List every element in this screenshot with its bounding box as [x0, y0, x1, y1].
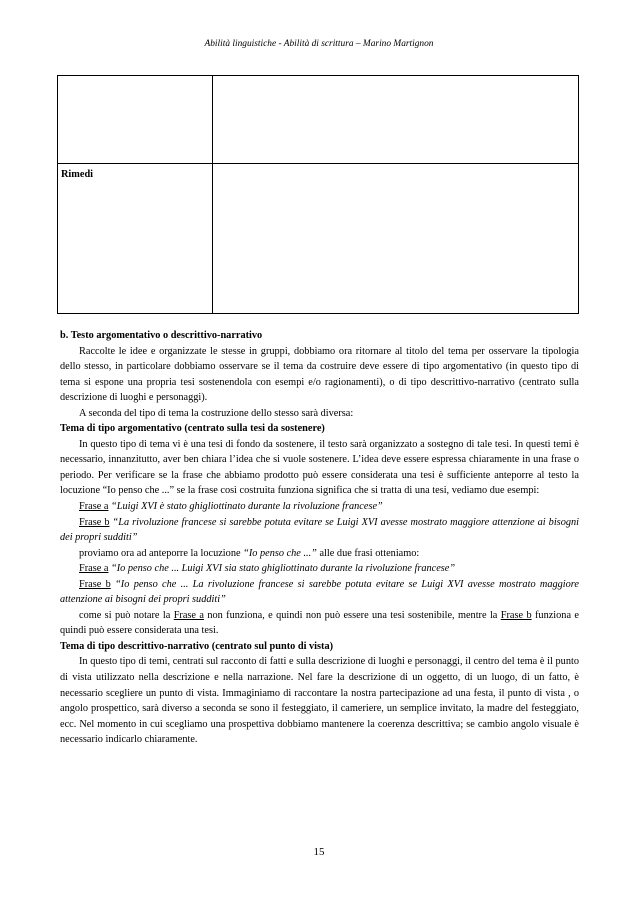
- descrittivo-paragraph: In questo tipo di temi, centrati sul racconto di fatti e sulla descrizione di luoghi e personaggi, il centro del tema è il punto di vista utilizzato nella descrizione e nella narrazione. Nel fare la descrizione di un oggetto, di un luogo, di un fatto, è necessario scegliere un punto di vista. Immaginiamo di raccontare la nostra partecipazione ad una festa, il punto di vista , o angolo prospettico, sarà diverso a seconda se sono il festeggiato, il cameriere, un semplice invitato, la madre del festeggiato, ecc. Nel momento in cui scegliamo una prospettiva dobbiamo mantenere la coerenza descrittiva; se cambio angolo visuale è necessario indicarlo chiaramente.: [60, 656, 579, 746]
- example-frase-b: [60, 515, 579, 546]
- argomentativo-paragraph: In questo tipo di tema vi è una tesi di fondo da sostenere, il testo sarà organizzato a sostegno di tale tesi. In questi temi è necessario, innanzitutto, aver ben chiara l’idea che si vuole sostenere. L’idea deve essere espressa chiaramente in una frase o periodo. Per verificare se la frase che abbiamo prodotto può essere considerata una tesi è sufficiente anteporre al testo la locuzione “Io penso che ...” se la frase così costruita funziona significa che si tratta di una tesi, vediamo due esempi:: [60, 438, 579, 497]
- frase-a-label: Frase a: [79, 501, 109, 513]
- try-pre: proviamo ora ad anteporre la locuzione: [79, 547, 244, 559]
- concl-frase-a: Frase a: [173, 609, 204, 621]
- try-post: alle due frasi otteniamo:: [316, 547, 420, 559]
- example2-frase-a: [60, 561, 579, 577]
- example2-frase-b: [60, 577, 579, 608]
- descrittivo-heading: Tema di tipo descrittivo-narrativo (centrato sul punto di vista): [60, 640, 334, 652]
- concl-3: funziona e quindi può essere considerata una tesi.: [60, 609, 579, 637]
- remedies-table: [57, 75, 579, 314]
- frase2-a-text: “Io penso che ... Luigi XVI sia stato ghigliottinato durante la rivoluzione francese”: [111, 563, 456, 575]
- table-cell-content: [213, 164, 579, 314]
- conclusion: [60, 608, 579, 639]
- body-text: [60, 328, 579, 748]
- section-b-intro2: A seconda del tipo di tema la costruzione dello stesso sarà diversa:: [79, 407, 354, 419]
- concl-frase-b: Frase b: [500, 609, 532, 621]
- concl-1: come si può notare la: [79, 609, 174, 621]
- table-row: [58, 164, 579, 314]
- table-cell-label: [58, 164, 213, 314]
- section-b-title: b. Testo argomentativo o descrittivo-narrativo: [60, 330, 263, 341]
- frase2-b-text: “Io penso che ... La rivoluzione francese si sarebbe potuta evitare se Luigi XVI avesse mostrato maggiore attenzione ai bisogni dei propri sudditi”: [60, 578, 579, 606]
- frase-b-text: “La rivoluzione francese si sarebbe potuta evitare se Luigi XVI avesse mostrato maggiore attenzione ai bisogni dei propri sudditi”: [60, 516, 579, 544]
- frase-a-text: “Luigi XVI è stato ghigliottinato durante la rivoluzione francese”: [111, 501, 383, 513]
- table-cell-label-empty: [58, 76, 213, 164]
- argomentativo-heading: Tema di tipo argomentativo (centrato sulla tesi da sostenere): [60, 423, 325, 435]
- try-locution: [60, 546, 579, 562]
- page-number: 15: [313, 846, 325, 858]
- table-cell-content-empty: [213, 76, 579, 164]
- table-row: [58, 76, 579, 164]
- rimedi-label: Rimedi: [61, 169, 94, 180]
- running-header: Abilità linguistiche - Abilità di scrittura – Marino Martignon: [204, 39, 434, 49]
- frase-b-label: Frase b: [79, 516, 110, 528]
- try-locution-text: “Io penso che ...”: [243, 547, 317, 559]
- section-b-intro: Raccolte le idee e organizzate le stesse in gruppi, dobbiamo ora ritornare al titolo del tema per osservare la tipologia dello stesso, in particolare dobbiamo osservare se il tema da costruire deve essere di tipo argomentativo (in questo tipo di tema si espone una propria tesi sostenendola con esempi e/o ragionamenti), o di tipo descrittivo-narrativo (centrato sulla descrizione di luoghi e personaggi).: [60, 345, 579, 404]
- example-frase-a: [60, 499, 579, 515]
- frase2-a-label: Frase a: [79, 563, 109, 575]
- concl-2: non funziona, e quindi non può essere una tesi sostenibile, mentre la: [203, 609, 501, 621]
- frase2-b-label: Frase b: [79, 578, 111, 590]
